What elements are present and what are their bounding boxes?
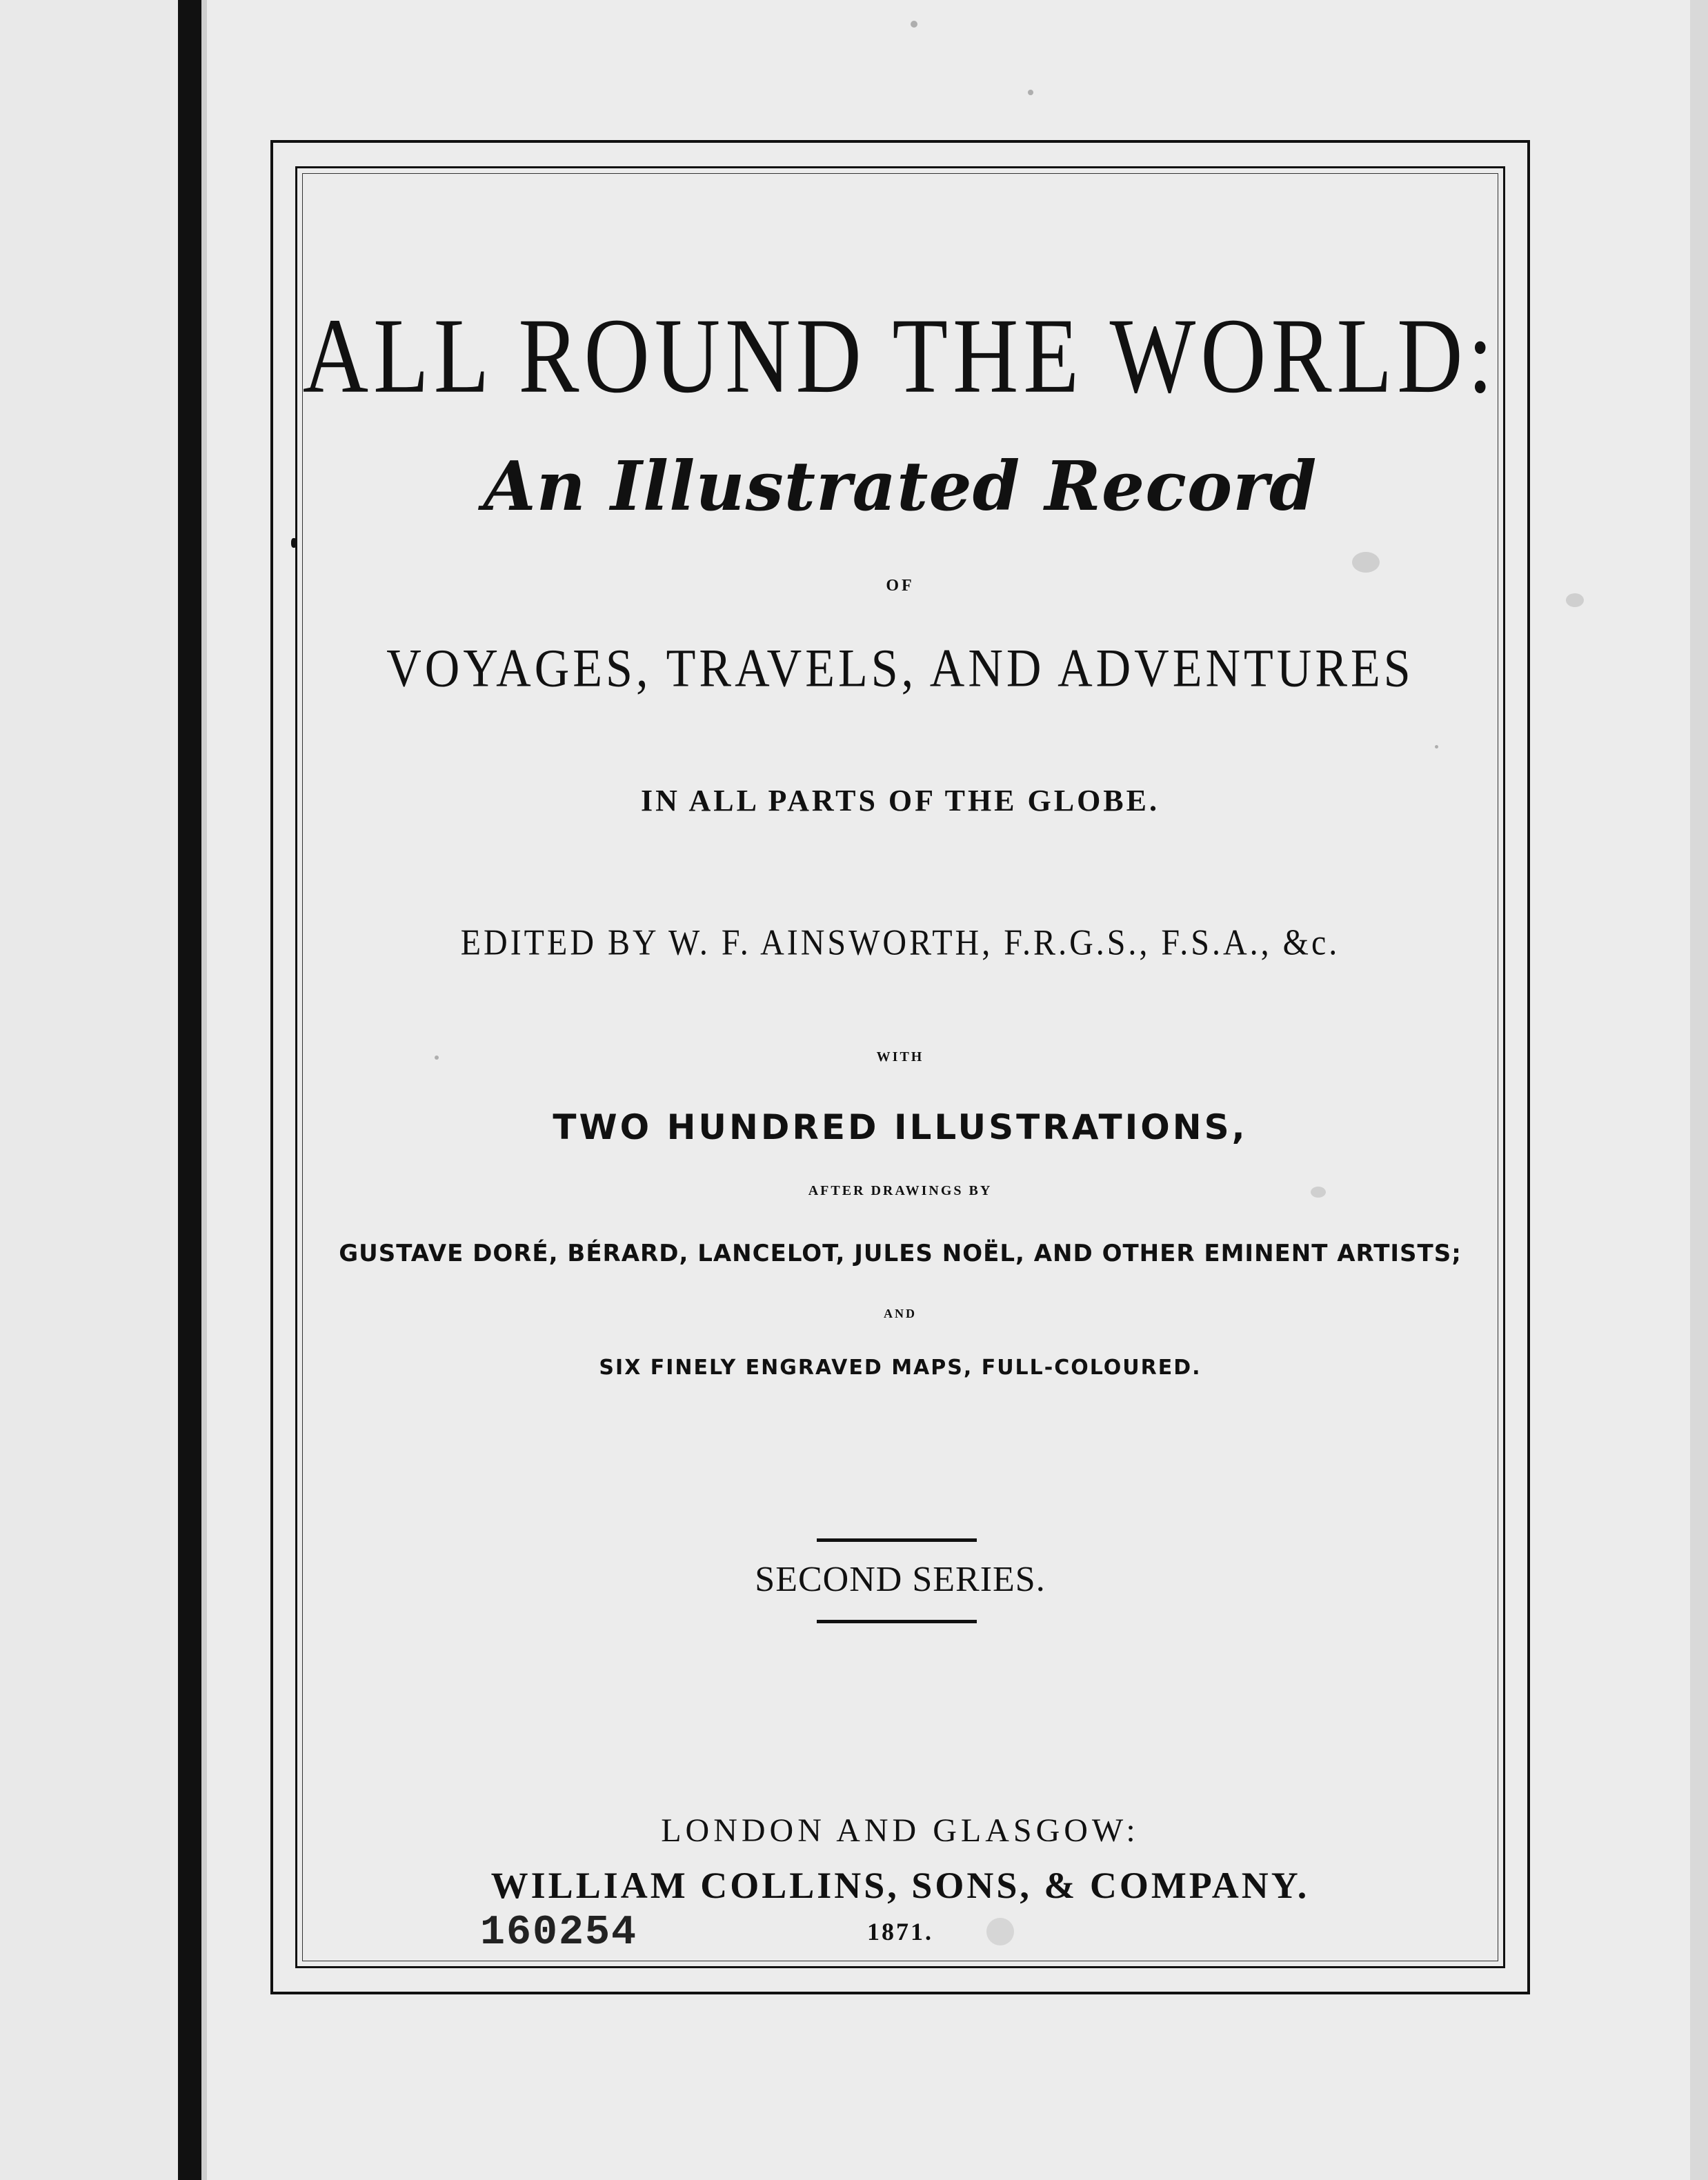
series-label: SECOND SERIES. — [755, 1560, 1046, 1599]
paper-speck — [1028, 90, 1033, 95]
gutter-gap — [201, 0, 207, 2180]
right-page-edge — [1690, 0, 1708, 2180]
illustrations-line: TWO HUNDRED ILLUSTRATIONS, — [553, 1107, 1248, 1147]
imprint-year: 1871. — [867, 1918, 933, 1945]
connector-and: AND — [884, 1307, 917, 1320]
editor-credit: EDITED BY W. F. AINSWORTH, F.R.G.S., F.S.A., &c. — [460, 922, 1340, 963]
paper-speck — [1566, 593, 1584, 607]
book-subtitle: An Illustrated Record — [483, 447, 1318, 526]
series-rule-bottom — [817, 1620, 977, 1623]
paper-speck — [911, 21, 917, 28]
series-rule-top — [817, 1538, 977, 1542]
connector-with: WITH — [876, 1049, 924, 1064]
artists-line: GUSTAVE DORÉ, BÉRARD, LANCELOT, JULES NOËL, AND OTHER EMINENT ARTISTS; — [339, 1240, 1462, 1267]
book-gutter-shadow — [178, 0, 201, 2180]
imprint-publisher: WILLIAM COLLINS, SONS, & COMPANY. — [490, 1865, 1310, 1906]
after-drawings-line: AFTER DRAWINGS BY — [808, 1183, 993, 1198]
left-page-edge — [0, 0, 178, 2180]
maps-line: SIX FINELY ENGRAVED MAPS, FULL-COLOURED. — [599, 1356, 1202, 1380]
book-title: ALL ROUND THE WORLD: — [302, 295, 1498, 415]
connector-of: OF — [886, 577, 915, 595]
scope-line: IN ALL PARTS OF THE GLOBE. — [640, 784, 1160, 818]
subject-line: VOYAGES, TRAVELS, AND ADVENTURES — [386, 639, 1414, 699]
catalogue-number: 160254 — [480, 1910, 638, 1956]
imprint-place: LONDON AND GLASGOW: — [661, 1812, 1140, 1849]
inner-hairline-frame — [302, 173, 1498, 1961]
